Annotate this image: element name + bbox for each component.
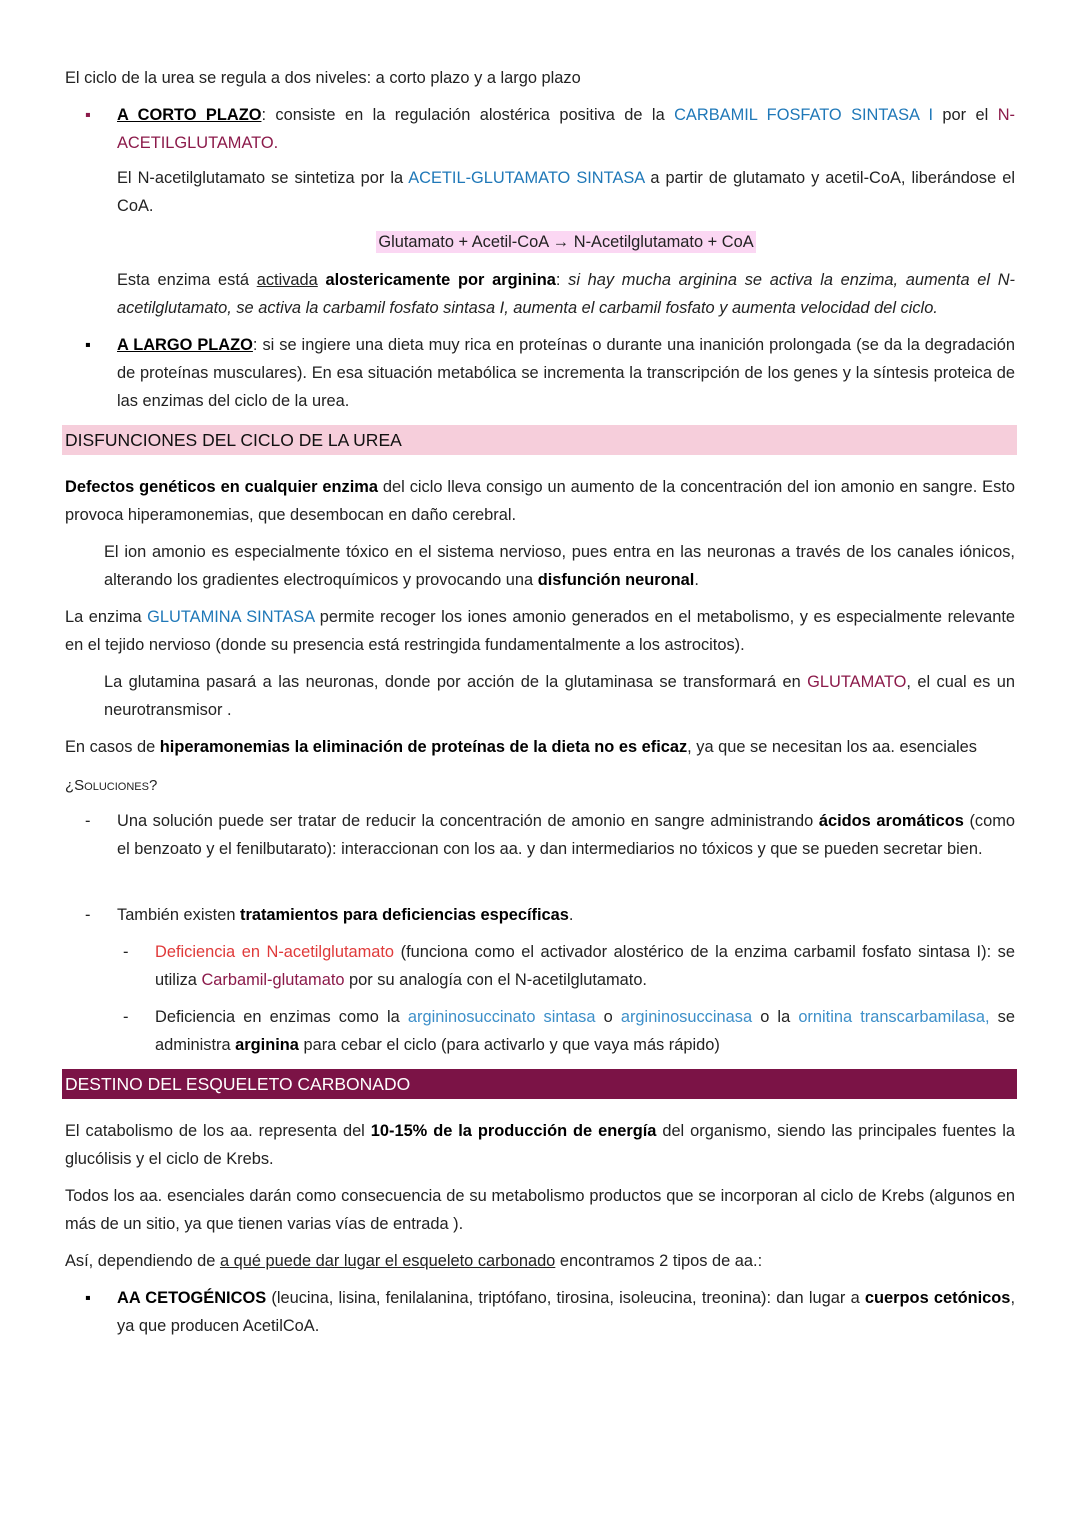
text-run: del organismo, siendo las principales fuentes la glucólisis y el ciclo de Krebs. <box>65 1122 1015 1168</box>
text-run: cuerpos cetónicos <box>864 1289 1011 1307</box>
text-run: (leucina, lisina, fenilalanina, triptófano, tirosina, isoleucina, treonina): dan lugar a <box>266 1289 865 1307</box>
paragraph-defectos <box>65 473 1015 529</box>
text-run: permite recoger los iones amonio generados en el metabolismo, y es especialmente relevante en el tejido nervioso (donde su presencia está restringida fundamentalmente a los astrocitos). <box>65 608 1015 654</box>
paragraph-intro <box>65 64 1015 92</box>
text-run: (como el benzoato y el fenilbutarato): interaccionan con los aa. y dan intermediarios no tóxicos y que se pueden secretar bien. <box>117 812 1015 858</box>
text-run: El ciclo de la urea se regula a dos niveles: a corto plazo y a largo plazo <box>65 69 581 87</box>
text-run: Una solución puede ser tratar de reducir la concentración de amonio en sangre administrando <box>117 812 819 830</box>
paragraph-sol-2 <box>85 901 1015 929</box>
square-bullet-icon: ▪ <box>85 1289 91 1307</box>
paragraph-activacion <box>117 266 1015 322</box>
text-run: , ya que se necesitan los aa. esenciales <box>687 738 977 756</box>
text-run: CARBAMIL FOSFATO SINTASA I <box>674 106 934 124</box>
paragraph-equation <box>117 228 1015 256</box>
paragraph-glutamina-sintasa <box>65 603 1015 659</box>
text-run: La enzima <box>65 608 148 626</box>
text-run: GLUTAMATO <box>807 673 907 691</box>
paragraph-tipos <box>65 1247 1015 1275</box>
paragraph-soluciones <box>65 771 1015 800</box>
square-bullet-icon: ▪ <box>85 336 91 354</box>
text-run: si hay mucha arginina se activa la enzima, aumenta el N-acetilglutamato, se activa la carbamil fosfato sintasa I, aumenta el carbamil fosfato y aumenta velocidad del ciclo. <box>117 271 1016 317</box>
section-header-disfunciones: DISFUNCIONES DEL CICLO DE LA UREA <box>62 425 1017 455</box>
text-run: . <box>694 571 699 589</box>
text-run: a qué puede dar lugar el esqueleto carbonado <box>219 1252 556 1270</box>
text-run: También existen <box>117 906 240 924</box>
paragraph-sol-2b <box>123 1003 1015 1059</box>
dash-bullet-icon: - <box>123 1008 129 1026</box>
text-run: argininosuccinasa <box>620 1008 753 1026</box>
text-run: Deficiencia en N-acetilglutamato <box>155 943 395 961</box>
text-run: Todos los aa. esenciales darán como consecuencia de su metabolismo productos que se incorporan al ciclo de Krebs (algunos en más de un sitio, ya que tienen varias vías de entrada ). <box>65 1187 1015 1233</box>
text-run: GLUTAMINA SINTASA <box>147 608 315 626</box>
text-run: arginina <box>235 1036 299 1054</box>
dash-bullet-icon: - <box>85 906 91 924</box>
text-run: , el cual es un neurotransmisor . <box>104 673 1016 719</box>
text-run: El ion amonio es especialmente tóxico en el sistema nervioso, pues entra en las neuronas a través de los canales iónicos, alterando los gradientes electroquímicos y provocando una <box>104 543 1015 589</box>
text-run: : <box>555 271 569 289</box>
paragraph-glutamina <box>104 668 1015 724</box>
text-run: La glutamina pasará a las neuronas, donde por acción de la glutaminasa se transformará en <box>104 673 808 691</box>
section-header-destino: DESTINO DEL ESQUELETO CARBONADO <box>62 1069 1017 1099</box>
text-run: ¿Soluciones? <box>65 777 158 794</box>
text-run: Carbamil-glutamato <box>201 971 345 989</box>
paragraph-esenciales <box>65 1182 1015 1238</box>
text-run: 10-15% de la producción de energía <box>370 1122 657 1140</box>
text-run: alostericamente por arginina <box>325 271 556 289</box>
text-run: argininosuccinato sintasa <box>407 1008 596 1026</box>
paragraph-sol-1 <box>85 807 1015 863</box>
text-run: disfunción neuronal <box>537 571 695 589</box>
text-run: encontramos 2 tipos de aa.: <box>555 1252 763 1270</box>
text-run: En casos de <box>65 738 160 756</box>
text-run: o la <box>752 1008 799 1026</box>
text-run: AA CETOGÉNICOS <box>117 1289 267 1307</box>
paragraph-sintesis <box>117 164 1015 220</box>
text-run: Defectos genéticos en cualquier enzima <box>65 478 378 496</box>
text-run: Glutamato + Acetil-CoA → N-Acetilglutamato + CoA <box>378 233 754 251</box>
text-run: : consiste en la regulación alostérica positiva de la <box>261 106 675 124</box>
dash-bullet-icon: - <box>123 943 129 961</box>
text-run: Así, dependiendo de <box>65 1252 220 1270</box>
text-run: ACETIL-GLUTAMATO SINTASA <box>408 169 645 187</box>
text-run: se administra <box>155 1008 1015 1054</box>
text-run: hiperamonemias la eliminación de proteínas de la dieta no es eficaz <box>159 738 688 756</box>
text-run: tratamientos para deficiencias específicas <box>240 906 569 924</box>
text-run: (funciona como el activador alostérico de la enzima carbamil fosfato sintasa I): se utiliza <box>155 943 1015 989</box>
paragraph-largo-plazo <box>85 331 1016 415</box>
text-run: Deficiencia en enzimas como la <box>155 1008 408 1026</box>
text-run: del ciclo lleva consigo un aumento de la concentración del ion amonio en sangre. Esto provoca hiperamonemias, que desembocan en daño cerebral. <box>65 478 1015 524</box>
paragraph-ion-amonio <box>104 538 1015 594</box>
paragraph-sol-2a <box>123 938 1015 994</box>
text-run: ornitina transcarbamilasa, <box>798 1008 990 1026</box>
text-run: A LARGO PLAZO <box>117 336 253 354</box>
text-run: . <box>568 906 574 924</box>
paragraph-hiperamonemias <box>65 733 1015 761</box>
text-run: por su analogía con el N-acetilglutamato. <box>344 971 647 989</box>
text-run: o <box>595 1008 621 1026</box>
text-run: El N-acetilglutamato se sintetiza por la <box>117 169 409 187</box>
paragraph-corto-plazo <box>85 101 1015 157</box>
square-bullet-icon: ▪ <box>85 106 91 124</box>
text-run: activada <box>256 271 318 289</box>
text-run: a partir de glutamato y acetil-CoA, liberándose el CoA. <box>117 169 1016 215</box>
text-run: , ya que producen AcetilCoA. <box>117 1289 1015 1335</box>
text-run: El catabolismo de los aa. representa del <box>65 1122 371 1140</box>
text-run: ácidos aromáticos <box>818 812 964 830</box>
paragraph-catabolismo <box>65 1117 1015 1173</box>
text-run: N-ACETILGLUTAMATO. <box>117 106 1015 152</box>
text-run: por el <box>933 106 998 124</box>
paragraph-cetogenicos <box>85 1284 1015 1340</box>
text-run: A CORTO PLAZO <box>117 106 262 124</box>
dash-bullet-icon: - <box>85 812 91 830</box>
text-run: Esta enzima está <box>117 271 257 289</box>
text-run: para cebar el ciclo (para activarlo y que vaya más rápido) <box>298 1036 720 1054</box>
text-run: : si se ingiere una dieta muy rica en proteínas o durante una inanición prolongada (se da la degradación de proteínas musculares). En esa situación metabólica se incrementa la transcripción de los genes y la síntesis proteica de las enzimas del ciclo de la urea. <box>117 336 1016 410</box>
